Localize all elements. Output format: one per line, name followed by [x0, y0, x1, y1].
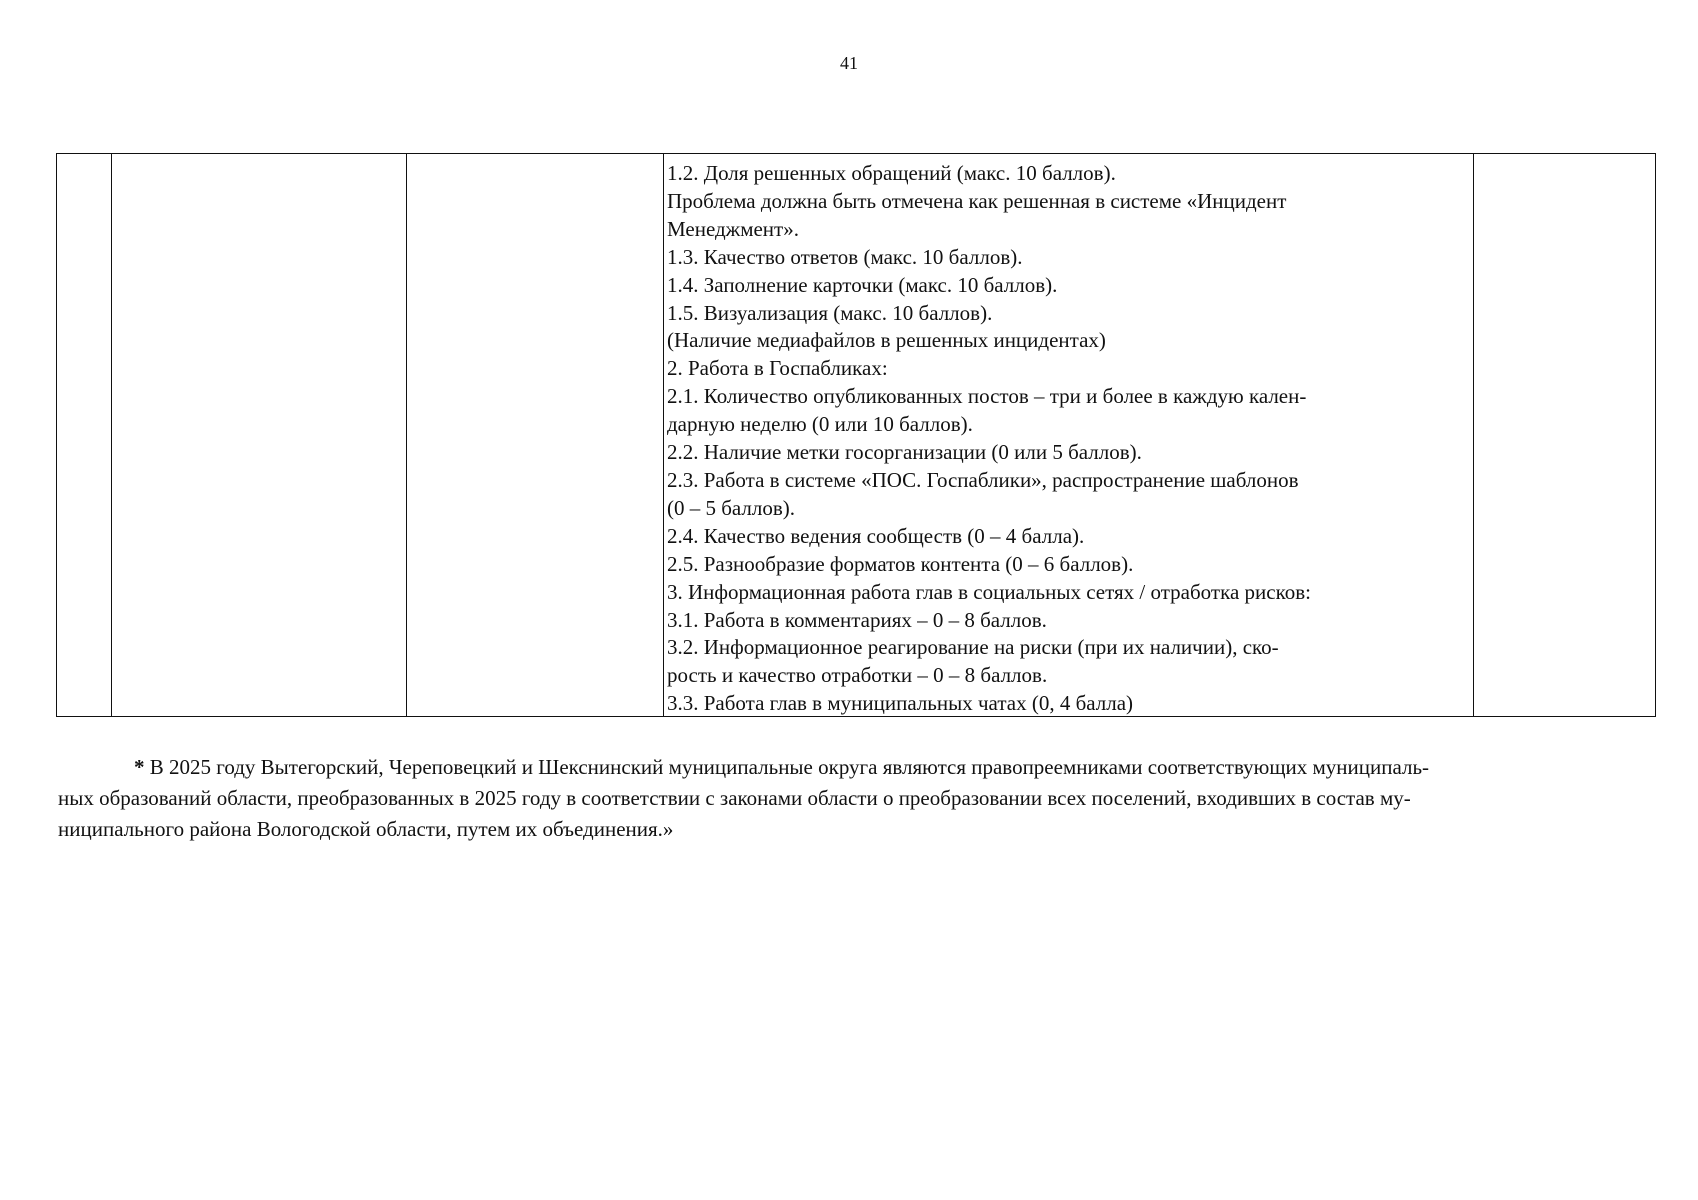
footnote-line-1 [58, 752, 1652, 783]
footnote-marker: * [134, 755, 145, 779]
criteria-line: 3. Информационная работа глав в социальных сетях / отработка рисков: [667, 579, 1311, 604]
criteria-line: 1.4. Заполнение карточки (макс. 10 баллов). [667, 272, 1058, 297]
footnote-line-3: ниципального района Вологодской области, путем их объединения.» [58, 817, 674, 841]
table-cell-number [57, 154, 112, 716]
table-cell-criteria [664, 154, 1474, 716]
criteria-line: рость и качество отработки – 0 – 8 баллов. [667, 663, 1048, 688]
criteria-line: 2.5. Разнообразие форматов контента (0 – 6 баллов). [667, 551, 1134, 576]
criteria-line: 2. Работа в Госпабликах: [667, 356, 888, 381]
criteria-table [56, 153, 1656, 717]
criteria-line: 1.3. Качество ответов (макс. 10 баллов). [667, 244, 1023, 269]
criteria-line: Проблема должна быть отмечена как решенная в системе «Инцидент [667, 188, 1287, 213]
footnote-text-1: В 2025 году Вытегорский, Череповецкий и Шекснинский муниципальные округа являются правопреемниками соответствующих муниципаль- [149, 755, 1430, 779]
criteria-line: 2.4. Качество ведения сообществ (0 – 4 балла). [667, 523, 1085, 548]
criteria-line: (0 – 5 баллов). [667, 495, 796, 520]
criteria-line: 1.5. Визуализация (макс. 10 баллов). [667, 300, 993, 325]
footnote-line-2: ных образований области, преобразованных в 2025 году в соответствии с законами области о преобразовании всех поселений, входивших в состав му- [58, 786, 1411, 810]
footnote [58, 752, 1652, 845]
table-cell-notes [1474, 154, 1655, 716]
criteria-line: 3.1. Работа в комментариях – 0 – 8 баллов. [667, 607, 1047, 632]
table-cell-indicator [407, 154, 664, 716]
criteria-line: Менеджмент». [667, 216, 799, 241]
criteria-line: (Наличие медиафайлов в решенных инцидентах) [667, 328, 1106, 353]
criteria-line: 3.2. Информационное реагирование на риски (при их наличии), ско- [667, 635, 1279, 660]
criteria-line: 3.3. Работа глав в муниципальных чатах (0, 4 балла) [667, 691, 1134, 716]
criteria-line: дарную неделю (0 или 10 баллов). [667, 412, 973, 437]
table-cell-name [112, 154, 407, 716]
criteria-line: 2.3. Работа в системе «ПОС. Госпаблики», распространение шаблонов [667, 467, 1299, 492]
criteria-line: 2.2. Наличие метки госорганизации (0 или 5 баллов). [667, 440, 1142, 465]
criteria-line: 2.1. Количество опубликованных постов – три и более в каждую кален- [667, 384, 1307, 409]
criteria-line: 1.2. Доля решенных обращений (макс. 10 баллов). [667, 161, 1116, 185]
page-number: 41 [840, 53, 858, 73]
criteria-list [667, 160, 1467, 718]
